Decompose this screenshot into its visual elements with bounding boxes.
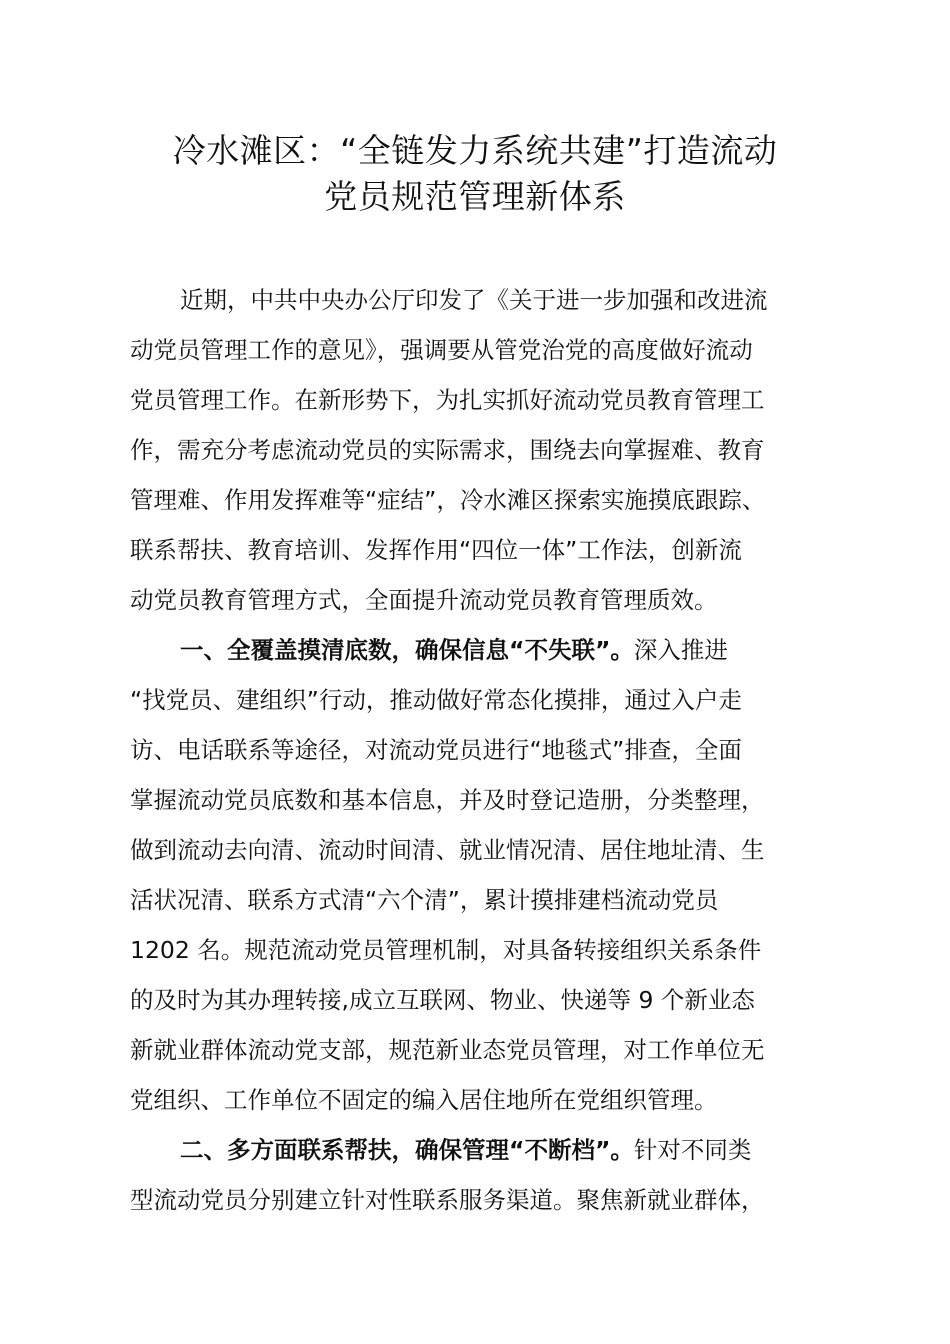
text-line: 掌握流动党员底数和基本信息，并及时登记造册，分类整理，: [130, 786, 765, 814]
section-1-first-line: [130, 625, 835, 675]
section-1-paragraph: [130, 625, 835, 1125]
title-line-2: 党员规范管理新体系: [324, 177, 626, 216]
text-line: 做到流动去向清、流动时间清、就业情况清、居住地址清、生: [130, 836, 765, 864]
text-line: 新就业群体流动党支部，规范新业态党员管理，对工作单位无: [130, 1036, 765, 1064]
text-line: 作，需充分考虑流动党员的实际需求，围绕去向掌握难、教育: [130, 436, 765, 464]
section-1-heading: 一、全覆盖摸清底数，确保信息“不失联”。: [180, 636, 634, 664]
text-line: 管理难、作用发挥难等“症结”，冷水滩区探索实施摸底跟踪、: [130, 486, 766, 514]
section-2-first-line-text: 针对不同类: [633, 1136, 752, 1164]
document-body: [130, 275, 835, 1225]
text-line: 1202 名。规范流动党员管理机制，对具备转接组织关系条件: [130, 936, 762, 964]
text-line: 近期，中共中央办公厅印发了《关于进一步加强和改进流: [180, 286, 768, 314]
text-line: 的及时为其办理转接,成立互联网、物业、快递等 9 个新业态: [130, 986, 755, 1014]
text-line: 党员管理工作。在新形势下，为扎实抓好流动党员教育管理工: [130, 386, 765, 414]
title-line-1: 冷水滩区：“全链发力系统共建”打造流动: [172, 131, 778, 170]
section-1-first-line-text: 深入推进: [633, 636, 728, 664]
text-line: 动党员教育管理方式，全面提升流动党员教育管理质效。: [130, 586, 718, 614]
section-2-heading: 二、多方面联系帮扶，确保管理“不断档”。: [180, 1136, 634, 1164]
text-line: 动党员管理工作的意见》，强调要从管党治党的高度做好流动: [130, 336, 753, 364]
text-line: 型流动党员分别建立针对性联系服务渠道。聚焦新就业群体，: [130, 1186, 765, 1214]
text-line: 访、电话联系等途径，对流动党员进行“地毯式”排查，全面: [130, 736, 742, 764]
document-title: [120, 128, 830, 220]
text-line: “找党员、建组织”行动，推动做好常态化摸排，通过入户走: [130, 686, 742, 714]
text-line: 联系帮扶、教育培训、发挥作用“四位一体”工作法，创新流: [130, 536, 742, 564]
section-2-paragraph: [130, 1125, 835, 1225]
intro-paragraph: [130, 275, 835, 625]
section-2-first-line: [130, 1125, 835, 1175]
text-line: 党组织、工作单位不固定的编入居住地所在党组织管理。: [130, 1086, 718, 1114]
text-line: 活状况清、联系方式清“六个清”，累计摸排建档流动党员: [130, 886, 719, 914]
